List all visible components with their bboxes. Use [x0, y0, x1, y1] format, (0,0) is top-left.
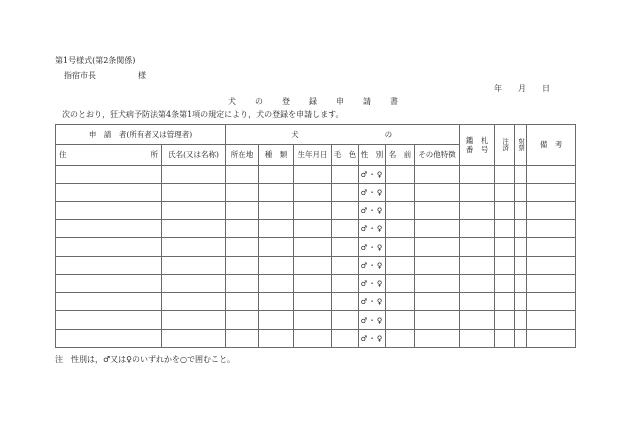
features-cell[interactable] [415, 274, 460, 292]
birth-date-header: 生年月日 [294, 145, 332, 165]
breed-cell[interactable] [259, 202, 294, 220]
remarks-cell[interactable] [527, 274, 576, 292]
dog-name-cell[interactable] [386, 165, 415, 183]
location-cell[interactable] [226, 329, 259, 347]
footnote: 注 性別は，♂又は♀のいずれかを○で囲むこと。 [55, 355, 235, 364]
injection-cell[interactable] [495, 311, 515, 329]
coat-color-cell[interactable] [332, 311, 359, 329]
features-cell[interactable] [415, 220, 460, 238]
coat-color-cell[interactable] [332, 165, 359, 183]
injection-2-cell[interactable] [515, 311, 527, 329]
breed-cell[interactable] [259, 220, 294, 238]
location-cell[interactable] [226, 311, 259, 329]
breed-cell[interactable] [259, 329, 294, 347]
injection-cell[interactable] [495, 183, 515, 201]
table-row [56, 274, 576, 292]
breed-cell[interactable] [259, 293, 294, 311]
address-cell[interactable] [56, 165, 162, 183]
location-header: 所在地 [226, 145, 259, 165]
dog-name-cell[interactable] [386, 256, 415, 274]
sex-cell[interactable]: ♂・♀ [359, 293, 386, 311]
remarks-cell[interactable] [527, 220, 576, 238]
tag-number-cell[interactable] [460, 329, 495, 347]
birth-date-cell[interactable] [294, 220, 332, 238]
location-cell[interactable] [226, 293, 259, 311]
table-row [56, 311, 576, 329]
features-cell[interactable] [415, 202, 460, 220]
injection-2-cell[interactable] [515, 293, 527, 311]
tag-number-cell[interactable] [460, 311, 495, 329]
applicant-group-header: 申 請 者(所有者又は管理者) [56, 125, 226, 145]
remarks-cell[interactable] [527, 183, 576, 201]
remarks-header: 備 考 [527, 125, 576, 166]
breed-cell[interactable] [259, 238, 294, 256]
coat-color-cell[interactable] [332, 256, 359, 274]
sex-cell[interactable]: ♂・♀ [359, 329, 386, 347]
sex-cell[interactable]: ♂・♀ [359, 183, 386, 201]
table-row [56, 293, 576, 311]
location-cell[interactable] [226, 238, 259, 256]
breed-header: 種 類 [259, 145, 294, 165]
sex-cell[interactable]: ♂・♀ [359, 274, 386, 292]
injection-2-cell[interactable] [515, 183, 527, 201]
intro-text: 次のとおり，狂犬病予防法第4条第1項の規定により，犬の登録を申請します。 [62, 110, 344, 119]
breed-cell[interactable] [259, 256, 294, 274]
coat-color-header: 毛 色 [332, 145, 359, 165]
name-cell[interactable] [162, 165, 226, 183]
date-month: 月 [518, 84, 526, 93]
features-cell[interactable] [415, 238, 460, 256]
features-cell[interactable] [415, 256, 460, 274]
dog-name-cell[interactable] [386, 183, 415, 201]
table-header-row-1 [56, 125, 576, 145]
sex-cell[interactable]: ♂・♀ [359, 256, 386, 274]
remarks-cell[interactable] [527, 202, 576, 220]
name-cell[interactable] [162, 238, 226, 256]
address-header: 住 所 [56, 145, 162, 165]
injection-2-cell[interactable] [515, 202, 527, 220]
tag-number-cell[interactable] [460, 202, 495, 220]
table-row [56, 256, 576, 274]
date-line [494, 84, 550, 94]
dog-name-cell[interactable] [386, 202, 415, 220]
injection-cell[interactable] [495, 202, 515, 220]
coat-color-cell[interactable] [332, 202, 359, 220]
injection-cell[interactable] [495, 274, 515, 292]
features-cell[interactable] [415, 329, 460, 347]
address-cell[interactable] [56, 238, 162, 256]
tag-number-cell[interactable] [460, 256, 495, 274]
dog-name-cell[interactable] [386, 311, 415, 329]
table-row [56, 165, 576, 183]
injection-2-cell[interactable] [515, 238, 527, 256]
injection-2-cell[interactable] [515, 220, 527, 238]
tag-number-cell[interactable] [460, 293, 495, 311]
form-number: 第1号様式(第2条関係) [55, 56, 136, 65]
coat-color-cell[interactable] [332, 329, 359, 347]
dog-name-cell[interactable] [386, 220, 415, 238]
features-cell[interactable] [415, 165, 460, 183]
tag-number-cell[interactable] [460, 238, 495, 256]
breed-cell[interactable] [259, 165, 294, 183]
coat-color-cell[interactable] [332, 293, 359, 311]
remarks-cell[interactable] [527, 256, 576, 274]
name-cell[interactable] [162, 293, 226, 311]
name-header: 氏名(又は名称) [162, 145, 226, 165]
dog-group-header: 犬 の [226, 125, 460, 145]
sex-header: 性 別 [359, 145, 386, 165]
remarks-cell[interactable] [527, 238, 576, 256]
tag-number-header: 鑑 札 番 号 [460, 125, 495, 166]
name-cell[interactable] [162, 311, 226, 329]
location-cell[interactable] [226, 220, 259, 238]
table-row [56, 220, 576, 238]
tag-number-cell[interactable] [460, 165, 495, 183]
location-cell[interactable] [226, 183, 259, 201]
sex-cell[interactable]: ♂・♀ [359, 311, 386, 329]
birth-date-cell[interactable] [294, 311, 332, 329]
name-cell[interactable] [162, 202, 226, 220]
birth-date-cell[interactable] [294, 165, 332, 183]
addressee [64, 71, 146, 81]
remarks-cell[interactable] [527, 311, 576, 329]
birth-date-cell[interactable] [294, 238, 332, 256]
injection-2-cell[interactable] [515, 274, 527, 292]
dog-name-cell[interactable] [386, 293, 415, 311]
location-cell[interactable] [226, 165, 259, 183]
birth-date-cell[interactable] [294, 183, 332, 201]
table-row [56, 329, 576, 347]
address-cell[interactable] [56, 256, 162, 274]
coat-color-cell[interactable] [332, 238, 359, 256]
address-cell[interactable] [56, 329, 162, 347]
location-cell[interactable] [226, 202, 259, 220]
name-cell[interactable] [162, 183, 226, 201]
sex-cell[interactable]: ♂・♀ [359, 220, 386, 238]
date-day: 日 [542, 84, 550, 93]
remarks-cell[interactable] [527, 165, 576, 183]
coat-color-cell[interactable] [332, 274, 359, 292]
injection-2-cell[interactable] [515, 329, 527, 347]
breed-cell[interactable] [259, 311, 294, 329]
address-cell[interactable] [56, 202, 162, 220]
date-year: 年 [494, 84, 502, 93]
addressee-honorific: 様 [138, 71, 146, 80]
remarks-cell[interactable] [527, 293, 576, 311]
tag-number-cell[interactable] [460, 183, 495, 201]
sex-cell[interactable]: ♂・♀ [359, 165, 386, 183]
table-row [56, 238, 576, 256]
name-cell[interactable] [162, 256, 226, 274]
injection-cell[interactable] [495, 220, 515, 238]
name-cell[interactable] [162, 329, 226, 347]
form-title: 犬の登録申請書 [228, 97, 417, 106]
tag-number-cell[interactable] [460, 220, 495, 238]
birth-date-cell[interactable] [294, 293, 332, 311]
dog-name-cell[interactable] [386, 274, 415, 292]
address-cell[interactable] [56, 274, 162, 292]
location-cell[interactable] [226, 274, 259, 292]
addressee-name: 指宿市長 [64, 71, 96, 80]
injection-header-2: 射票 [515, 125, 527, 166]
features-cell[interactable] [415, 311, 460, 329]
registration-table [55, 124, 576, 348]
sex-cell[interactable]: ♂・♀ [359, 238, 386, 256]
breed-cell[interactable] [259, 183, 294, 201]
injection-cell[interactable] [495, 293, 515, 311]
birth-date-cell[interactable] [294, 202, 332, 220]
table-row [56, 183, 576, 201]
injection-2-cell[interactable] [515, 165, 527, 183]
tag-number-cell[interactable] [460, 274, 495, 292]
dog-name-cell[interactable] [386, 238, 415, 256]
coat-color-cell[interactable] [332, 220, 359, 238]
address-cell[interactable] [56, 220, 162, 238]
features-header: その他特徴 [415, 145, 460, 165]
birth-date-cell[interactable] [294, 274, 332, 292]
name-cell[interactable] [162, 220, 226, 238]
injection-2-cell[interactable] [515, 256, 527, 274]
features-cell[interactable] [415, 183, 460, 201]
injection-cell[interactable] [495, 256, 515, 274]
table-row [56, 202, 576, 220]
remarks-cell[interactable] [527, 329, 576, 347]
coat-color-cell[interactable] [332, 183, 359, 201]
address-cell[interactable] [56, 183, 162, 201]
breed-cell[interactable] [259, 274, 294, 292]
address-cell[interactable] [56, 311, 162, 329]
injection-cell[interactable] [495, 165, 515, 183]
injection-cell[interactable] [495, 329, 515, 347]
sex-cell[interactable]: ♂・♀ [359, 202, 386, 220]
birth-date-cell[interactable] [294, 256, 332, 274]
features-cell[interactable] [415, 293, 460, 311]
location-cell[interactable] [226, 256, 259, 274]
injection-cell[interactable] [495, 238, 515, 256]
dog-name-header: 名 前 [386, 145, 415, 165]
address-cell[interactable] [56, 293, 162, 311]
dog-name-cell[interactable] [386, 329, 415, 347]
injection-header: 注済 [495, 125, 515, 166]
name-cell[interactable] [162, 274, 226, 292]
birth-date-cell[interactable] [294, 329, 332, 347]
